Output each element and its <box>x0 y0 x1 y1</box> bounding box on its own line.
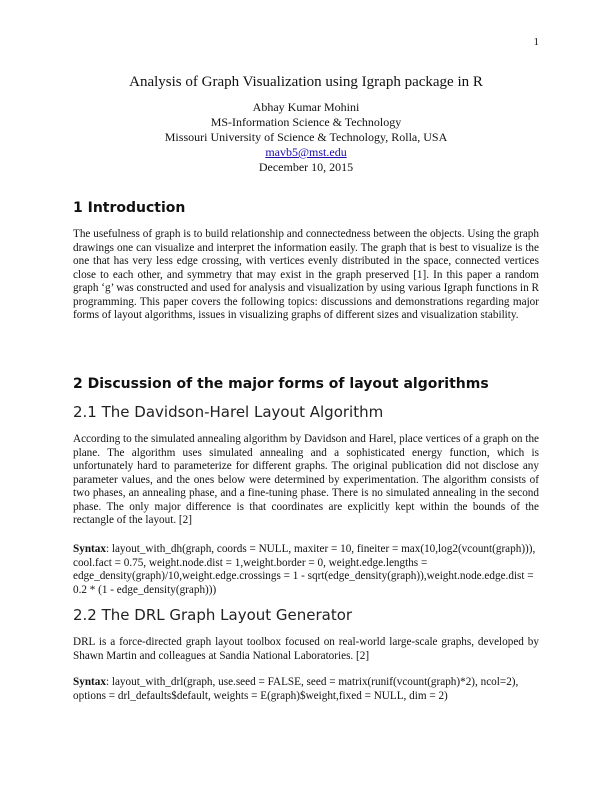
davidson-harel-paragraph: According to the simulated annealing algorithm by Davidson and Harel, place vertices of a graph on the plane. The algorithm uses simulated annealing and a sophisticated energy function, which is unfortunately hard to parameterize for different graphs. The original publication did not disclose any parameter values, and the ones below were determined by experimentation. The algorithm consists of two phases, an annealing phase, and a fine-tuning phase. There is no simulated annealing in the second phase. The only major difference is that coordinates are explicitly kept within the bounds of the rectangle of the layout. [2] <box>73 433 539 526</box>
syntax-code: : layout_with_dh(graph, coords = NULL, maxiter = 10, fineiter = max(10,log2(vcount(graph))), cool.fact = 0.75, weight.node.dist = 1,weight.border = 0, weight.edge.lengths = edge_density(graph)/10,weight.edge.crossings = 1 - sqrt(edge_density(graph)),weight.node.edge.dist = 0.2 * (1 - edge_density(graph))) <box>73 543 536 596</box>
section-heading-introduction: 1 Introduction <box>73 200 186 216</box>
subsection-heading-davidson-harel: 2.1 The Davidson-Harel Layout Algorithm <box>73 403 384 421</box>
paper-date: December 10, 2015 <box>258 160 354 174</box>
introduction-paragraph: The usefulness of graph is to build relationship and connectedness between the objects. Using the graph drawings one can visualize and interpret the information easily. The graph that is best to visualize is the one that has very less edge crossing, with vertices evenly distributed in the space, connected vertices close to each other, and symmetry that may exist in the graph preserved [1]. In this paper a random graph ‘g’ was constructed and used for analysis and visualization by using various Igraph functions in R programming. This paper covers the following topics: discussions and demonstrations regarding major forms of layout algorithms, issues in visualizing graphs of different sizes and visualization stability. <box>73 228 539 321</box>
section-heading-layout-algorithms: 2 Discussion of the major forms of layout algorithms <box>73 376 489 392</box>
author-program: MS-Information Science & Technology <box>210 115 402 129</box>
syntax-label: Syntax <box>73 543 106 555</box>
paper-title: Analysis of Graph Visualization using Igraph package in R <box>129 74 483 90</box>
author-block <box>0 100 612 175</box>
davidson-harel-syntax <box>73 543 539 597</box>
author-email-link[interactable]: mavb5@mst.edu <box>265 145 347 159</box>
subsection-heading-drl: 2.2 The DRL Graph Layout Generator <box>73 606 353 624</box>
author-affiliation: Missouri University of Science & Technology, Rolla, USA <box>164 130 448 144</box>
page-number: 1 <box>533 36 539 48</box>
drl-syntax <box>73 676 539 703</box>
syntax-code: : layout_with_drl(graph, use.seed = FALSE, seed = matrix(runif(vcount(graph)*2), ncol=2), options = drl_defaults$default, weights = E(graph)$weight,fixed = NULL, dim = 2) <box>73 676 519 702</box>
syntax-label: Syntax <box>73 676 106 688</box>
drl-paragraph: DRL is a force-directed graph layout toolbox focused on real-world large-scale graphs, developed by Shawn Martin and colleagues at Sandia National Laboratories. [2] <box>73 636 539 662</box>
author-name: Abhay Kumar Mohini <box>252 100 360 114</box>
